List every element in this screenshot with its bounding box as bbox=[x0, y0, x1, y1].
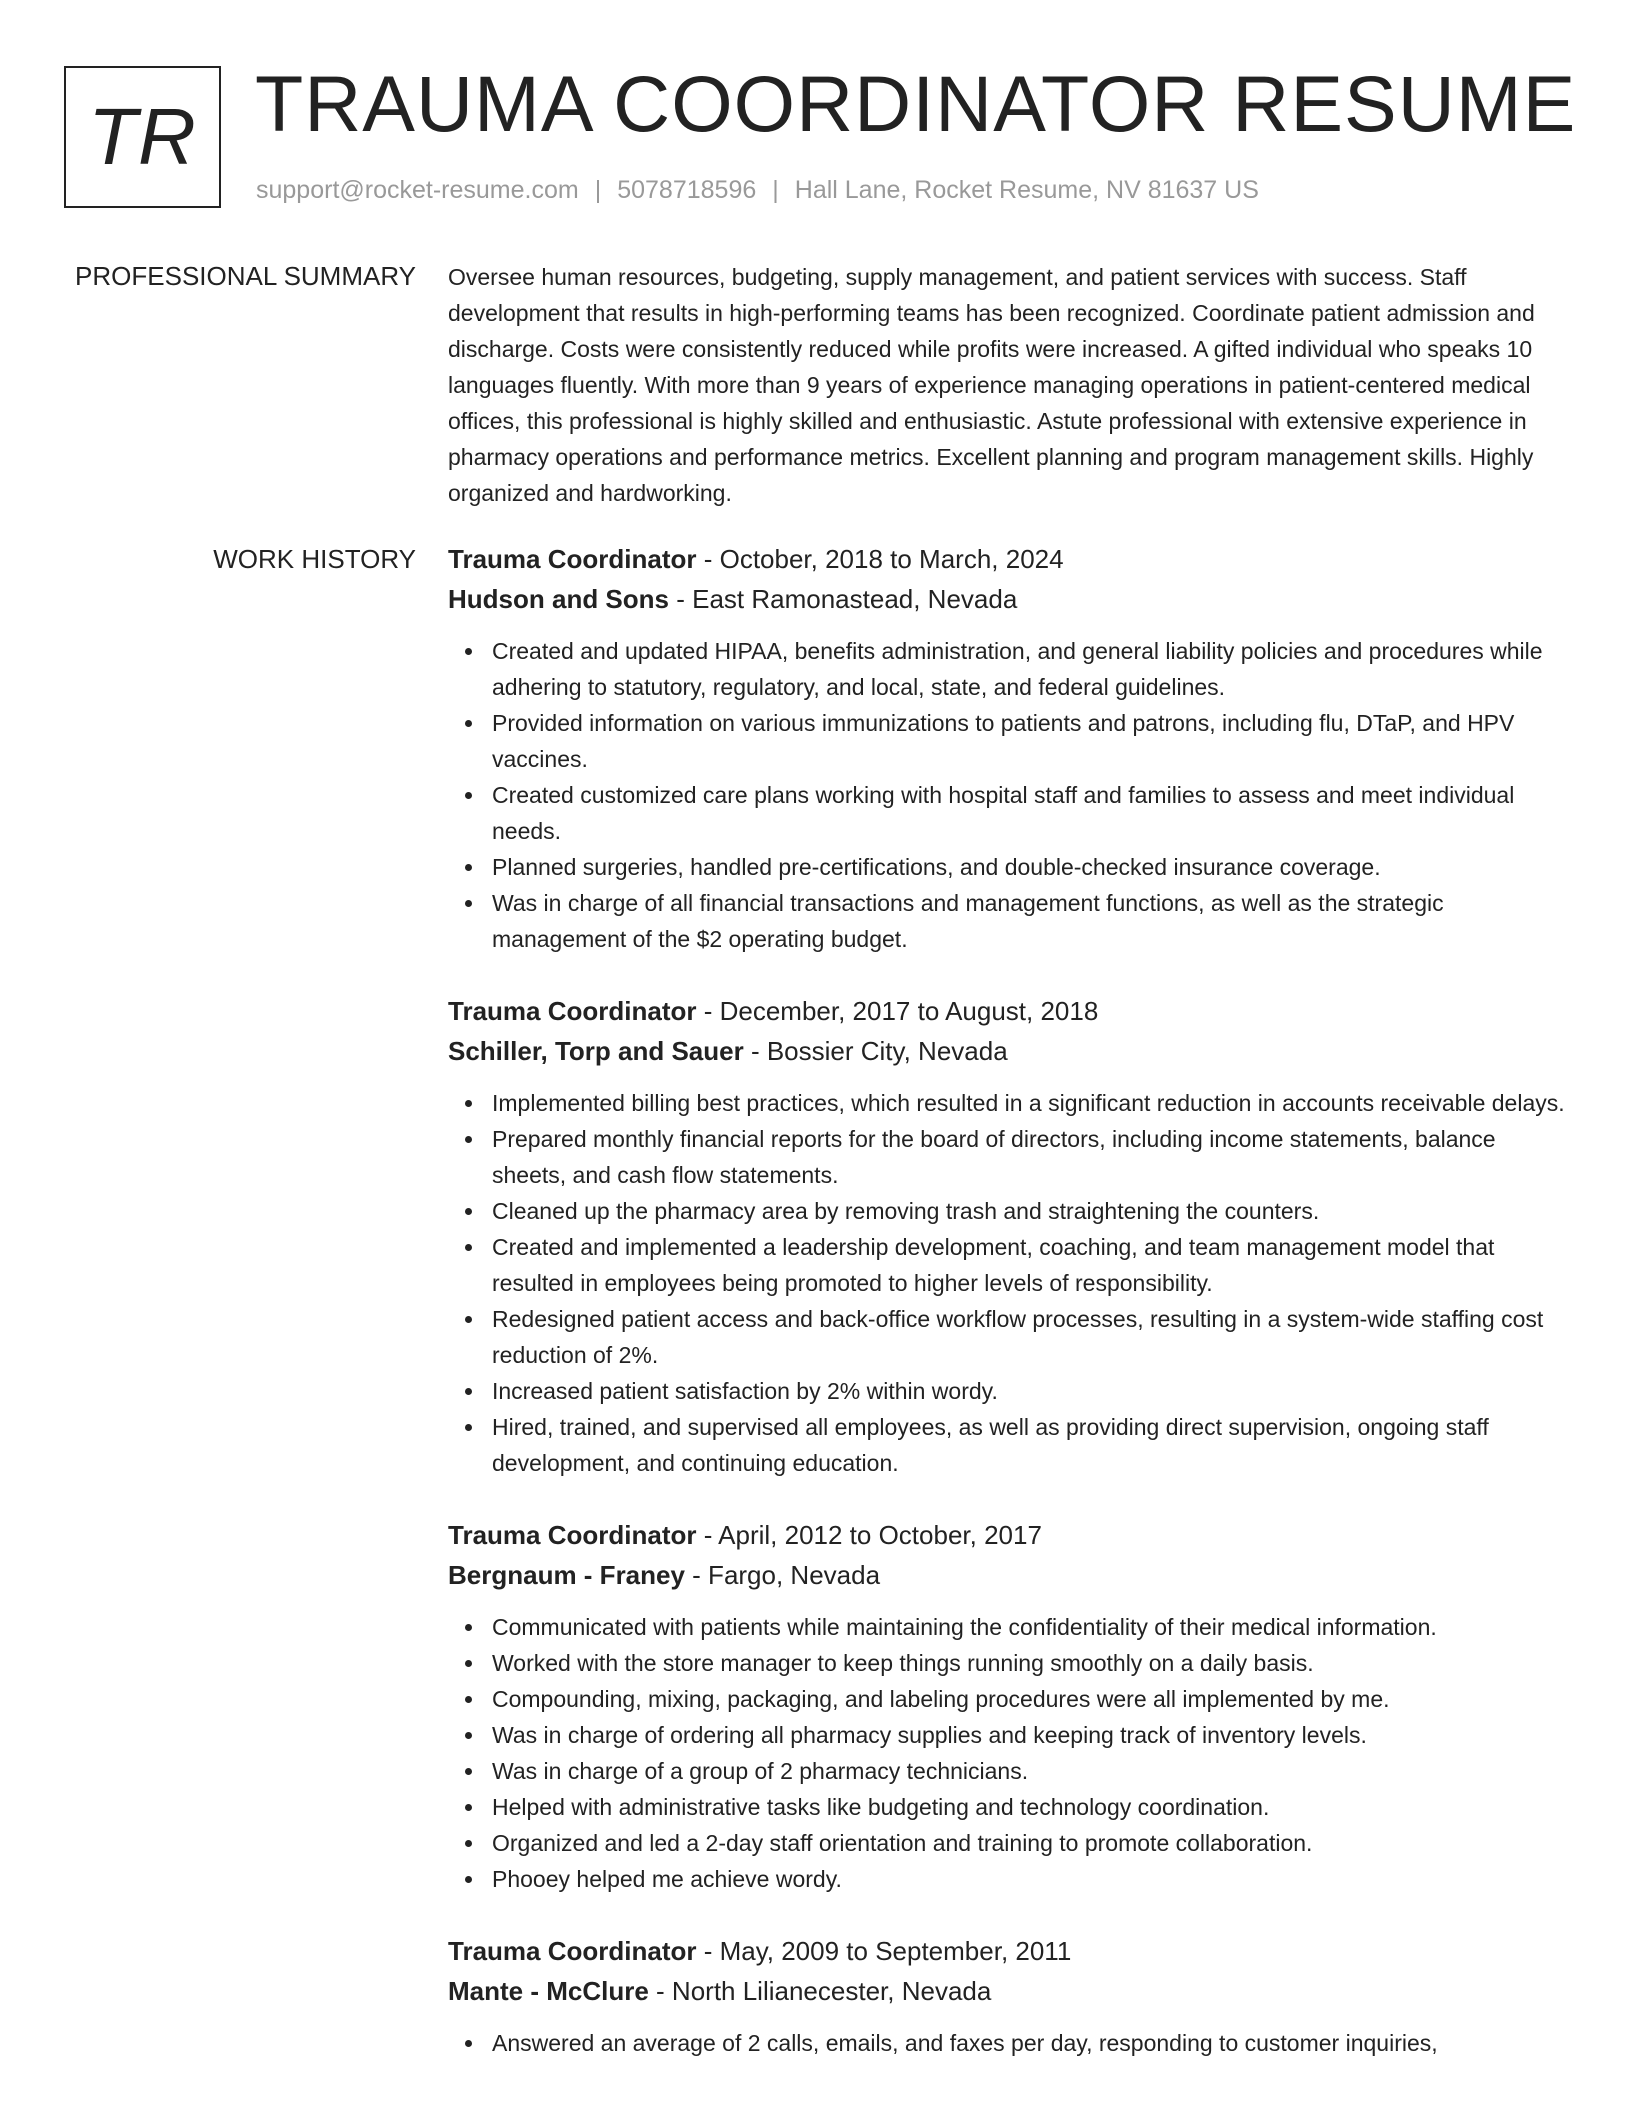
job-bullet: Cleaned up the pharmacy area by removing trash and straightening the counters. bbox=[492, 1193, 1570, 1229]
job-entry bbox=[448, 1515, 1570, 1897]
job-bullet: Compounding, mixing, packaging, and labeling procedures were all implemented by me. bbox=[492, 1681, 1570, 1717]
job-bullet-list bbox=[448, 1609, 1570, 1897]
job-company-line bbox=[448, 1555, 1570, 1595]
job-company: Bergnaum - Franey bbox=[448, 1560, 685, 1590]
job-title-line bbox=[448, 539, 1570, 579]
job-title-line bbox=[448, 991, 1570, 1031]
contact-separator: | bbox=[772, 176, 779, 204]
contact-separator: | bbox=[594, 176, 602, 204]
job-title: Trauma Coordinator bbox=[448, 1520, 697, 1550]
summary-text: Oversee human resources, budgeting, supply management, and patient services with success. Staff development that results in high-performing teams has been recognized. Coordinate patient admission and discharge. Costs were consistently reduced while profits were increased. A gifted individual who speaks 10 languages fluently. With more than 9 years of experience managing operations in patient-centered medical offices, this professional is highly skilled and enthusiastic. Astute professional with extensive experience in pharmacy operations and performance metrics. Excellent planning and program management skills. Highly organized and hardworking. bbox=[448, 264, 1535, 506]
section-label-summary: PROFESSIONAL SUMMARY bbox=[75, 261, 416, 291]
monogram: TR bbox=[64, 66, 221, 208]
contact-email[interactable]: support@rocket-resume.com bbox=[256, 176, 579, 204]
job-dates: - December, 2017 to August, 2018 bbox=[696, 996, 1099, 1026]
job-title-line bbox=[448, 1931, 1570, 1971]
resume-title: TRAUMA COORDINATOR RESUME bbox=[255, 59, 1577, 148]
job-location: - Fargo, Nevada bbox=[684, 1560, 881, 1590]
job-bullet: Helped with administrative tasks like budgeting and technology coordination. bbox=[492, 1789, 1570, 1825]
job-bullet: Was in charge of all financial transactions and management functions, as well as the strategic management of the $2 operating budget. bbox=[492, 885, 1570, 957]
job-list bbox=[448, 539, 1570, 2095]
job-bullet: Was in charge of a group of 2 pharmacy technicians. bbox=[492, 1753, 1570, 1789]
job-bullet: Answered an average of 2 calls, emails, and faxes per day, responding to customer inquiries, bbox=[492, 2025, 1570, 2061]
job-bullet: Planned surgeries, handled pre-certifications, and double-checked insurance coverage. bbox=[492, 849, 1570, 885]
job-company-line bbox=[448, 1031, 1570, 1071]
job-bullet-list bbox=[448, 633, 1570, 957]
job-entry bbox=[448, 539, 1570, 957]
job-bullet-list bbox=[448, 2025, 1570, 2061]
job-entry bbox=[448, 991, 1570, 1481]
job-bullet: Created and updated HIPAA, benefits administration, and general liability policies and procedures while adhering to statutory, regulatory, and local, state, and federal guidelines. bbox=[492, 633, 1570, 705]
job-bullet: Created and implemented a leadership development, coaching, and team management model that resulted in employees being promoted to higher levels of responsibility. bbox=[492, 1229, 1570, 1301]
job-bullet: Phooey helped me achieve wordy. bbox=[492, 1861, 1570, 1897]
job-bullet: Prepared monthly financial reports for the board of directors, including income statements, balance sheets, and cash flow statements. bbox=[492, 1121, 1570, 1193]
summary-body bbox=[448, 259, 1570, 511]
contact-address: Hall Lane, Rocket Resume, NV 81637 US bbox=[794, 176, 1259, 204]
job-bullet: Provided information on various immunizations to patients and patrons, including flu, DTaP, and HPV vaccines. bbox=[492, 705, 1570, 777]
job-bullet: Implemented billing best practices, which resulted in a significant reduction in accounts receivable delays. bbox=[492, 1085, 1570, 1121]
job-dates: - April, 2012 to October, 2017 bbox=[696, 1520, 1042, 1550]
contact-phone[interactable]: 5078718596 bbox=[617, 176, 757, 204]
job-entry bbox=[448, 1931, 1570, 2061]
job-company-line bbox=[448, 1971, 1570, 2011]
job-bullet: Organized and led a 2-day staff orientation and training to promote collaboration. bbox=[492, 1825, 1570, 1861]
job-bullet: Communicated with patients while maintaining the confidentiality of their medical information. bbox=[492, 1609, 1570, 1645]
job-company-line bbox=[448, 579, 1570, 619]
job-location: - Bossier City, Nevada bbox=[743, 1036, 1008, 1066]
job-dates: - October, 2018 to March, 2024 bbox=[696, 544, 1064, 574]
job-title: Trauma Coordinator bbox=[448, 1936, 697, 1966]
job-title: Trauma Coordinator bbox=[448, 996, 697, 1026]
job-title-line bbox=[448, 1515, 1570, 1555]
job-bullet: Worked with the store manager to keep things running smoothly on a daily basis. bbox=[492, 1645, 1570, 1681]
job-bullet: Increased patient satisfaction by 2% within wordy. bbox=[492, 1373, 1570, 1409]
job-company: Mante - McClure bbox=[448, 1976, 649, 2006]
job-bullet: Hired, trained, and supervised all employees, as well as providing direct supervision, ongoing staff development, and continuing education. bbox=[492, 1409, 1570, 1481]
job-bullet: Redesigned patient access and back-office workflow processes, resulting in a system-wide staffing cost reduction of 2%. bbox=[492, 1301, 1570, 1373]
job-bullet: Created customized care plans working with hospital staff and families to assess and meet individual needs. bbox=[492, 777, 1570, 849]
job-company: Schiller, Torp and Sauer bbox=[448, 1036, 744, 1066]
job-company: Hudson and Sons bbox=[448, 584, 669, 614]
job-dates: - May, 2009 to September, 2011 bbox=[696, 1936, 1072, 1966]
job-location: - East Ramonastead, Nevada bbox=[669, 584, 1018, 614]
job-location: - North Lilianecester, Nevada bbox=[648, 1976, 992, 2006]
job-title: Trauma Coordinator bbox=[448, 544, 697, 574]
section-label-work-history: WORK HISTORY bbox=[213, 544, 416, 574]
job-bullet: Was in charge of ordering all pharmacy supplies and keeping track of inventory levels. bbox=[492, 1717, 1570, 1753]
contact-line bbox=[256, 176, 1259, 205]
job-bullet-list bbox=[448, 1085, 1570, 1481]
